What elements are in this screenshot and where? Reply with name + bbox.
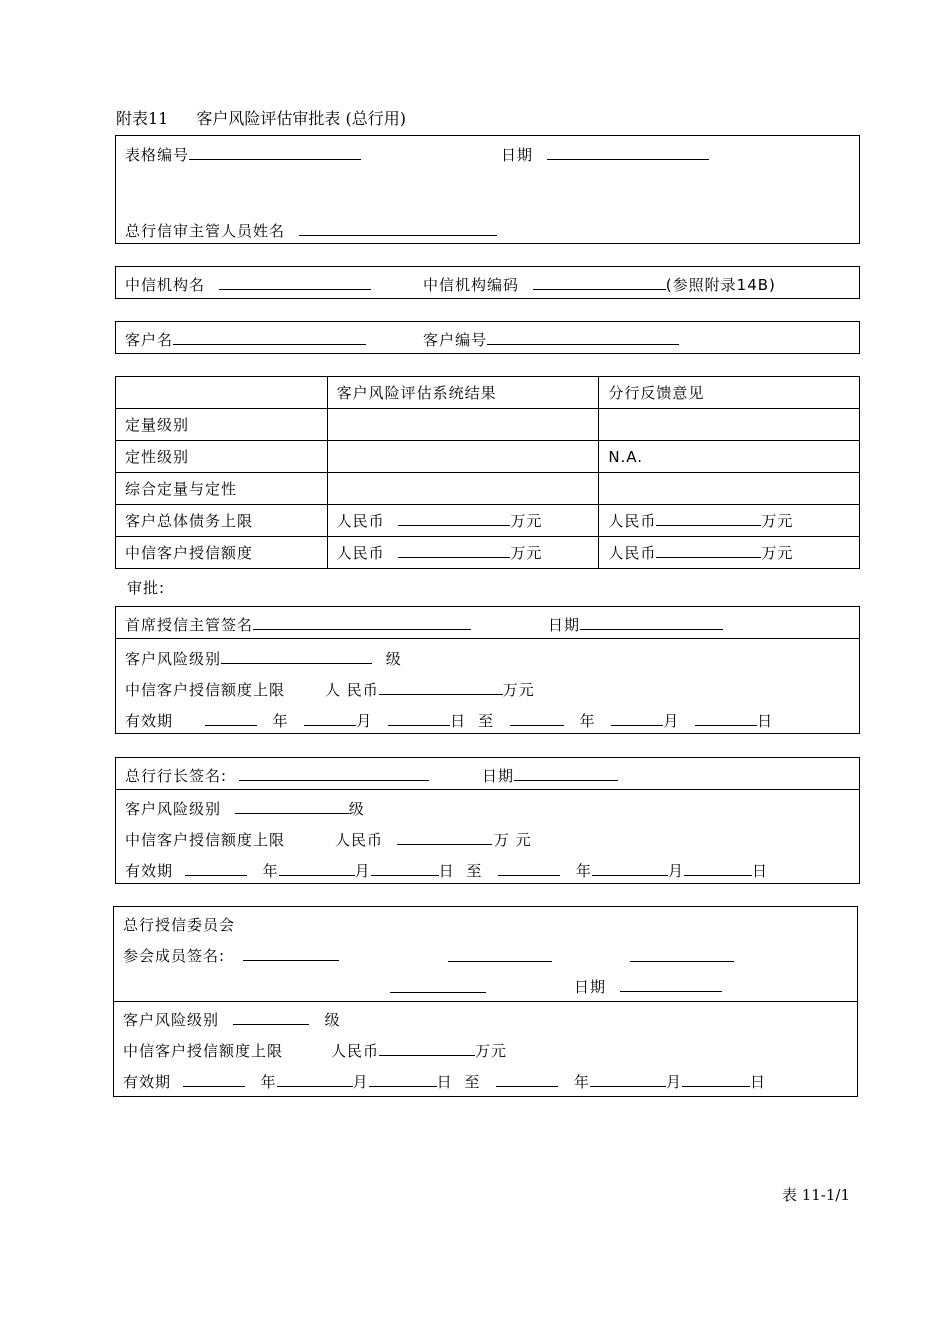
president-sign-field[interactable]: 总行行长签名: <box>125 765 429 786</box>
row-label: 客户总体债务上限 <box>116 505 328 537</box>
system-result-cell[interactable] <box>327 441 599 473</box>
feedback-cell[interactable]: N.A. <box>599 441 860 473</box>
member-signature-line[interactable] <box>390 980 486 993</box>
row-label: 综合定量与定性 <box>116 473 328 505</box>
president-section <box>115 757 860 884</box>
citic-info-section <box>115 266 860 299</box>
committee-risk-level-field[interactable]: 客户风险级别 级 <box>123 1011 341 1029</box>
table-row <box>116 441 860 473</box>
ref-note: (参照附录14B) <box>665 276 776 294</box>
row-label: 中信客户授信额度 <box>116 537 328 569</box>
date-field[interactable]: 日期 <box>501 144 709 165</box>
client-no-field[interactable]: 客户编号 <box>423 329 679 350</box>
system-result-cell[interactable] <box>327 409 599 441</box>
client-name-field[interactable]: 客户名 <box>125 329 366 350</box>
chief-sign-field[interactable]: 首席授信主管签名 <box>125 614 471 635</box>
president-risk-level-field[interactable]: 客户风险级别 级 <box>125 800 365 818</box>
president-date-field[interactable]: 日期 <box>482 765 618 786</box>
row-label: 定性级别 <box>116 441 328 473</box>
table-row <box>116 409 860 441</box>
president-limit-field[interactable]: 中信客户授信额度上限 人民币 万 元 <box>125 831 532 849</box>
form-no-field[interactable]: 表格编号 <box>125 144 361 165</box>
chief-risk-level-field[interactable]: 客户风险级别 级 <box>125 650 402 668</box>
committee-validity-field[interactable]: 有效期 年 月 日 至 年 月 日 <box>123 1073 767 1091</box>
approval-label: 审批: <box>127 579 166 597</box>
page-reference: 表 11-1/1 <box>781 1186 850 1204</box>
assessment-table <box>115 376 860 569</box>
chief-limit-field[interactable]: 中信客户授信额度上限 人 民币 万元 <box>125 681 535 699</box>
appendix-label: 附表11 <box>116 109 169 128</box>
chief-credit-section <box>115 606 860 734</box>
org-code-field[interactable]: 中信机构编码 (参照附录14B) <box>423 276 776 294</box>
chief-validity-field[interactable]: 有效期 年 月 日 至 年 月 日 <box>125 712 774 730</box>
feedback-cell[interactable] <box>599 473 860 505</box>
system-result-cell[interactable] <box>327 473 599 505</box>
table-row <box>116 473 860 505</box>
committee-section <box>113 906 858 1097</box>
table-row <box>116 537 860 569</box>
supervisor-name-field[interactable]: 总行信审主管人员姓名 <box>125 220 497 241</box>
client-info-section <box>115 321 860 354</box>
chief-date-field[interactable]: 日期 <box>548 614 723 635</box>
table-row <box>116 505 860 537</box>
committee-members-field[interactable]: 参会成员签名: <box>123 945 339 966</box>
form-title: 客户风险评估审批表 (总行用) <box>196 109 406 128</box>
member-signature-line[interactable] <box>448 949 552 962</box>
feedback-cell[interactable]: 人民币 万元 <box>599 537 860 569</box>
table-header-cell <box>116 377 328 409</box>
president-validity-field[interactable]: 有效期 年 月 日 至 年 月 日 <box>125 862 769 880</box>
table-header-cell: 客户风险评估系统结果 <box>327 377 599 409</box>
table-header-cell: 分行反馈意见 <box>599 377 860 409</box>
form-info-section <box>115 135 860 244</box>
committee-limit-field[interactable]: 中信客户授信额度上限 人民币 万元 <box>123 1042 508 1060</box>
system-result-cell[interactable]: 人民币 万元 <box>327 505 599 537</box>
member-signature-line[interactable] <box>630 949 734 962</box>
committee-date-field[interactable]: 日期 <box>574 976 722 997</box>
row-label: 定量级别 <box>116 409 328 441</box>
feedback-cell[interactable]: 人民币 万元 <box>599 505 860 537</box>
page-title <box>116 106 406 129</box>
org-name-field[interactable]: 中信机构名 <box>125 274 371 295</box>
feedback-cell[interactable] <box>599 409 860 441</box>
system-result-cell[interactable]: 人民币 万元 <box>327 537 599 569</box>
table-header-row <box>116 377 860 409</box>
committee-title: 总行授信委员会 <box>123 916 236 934</box>
